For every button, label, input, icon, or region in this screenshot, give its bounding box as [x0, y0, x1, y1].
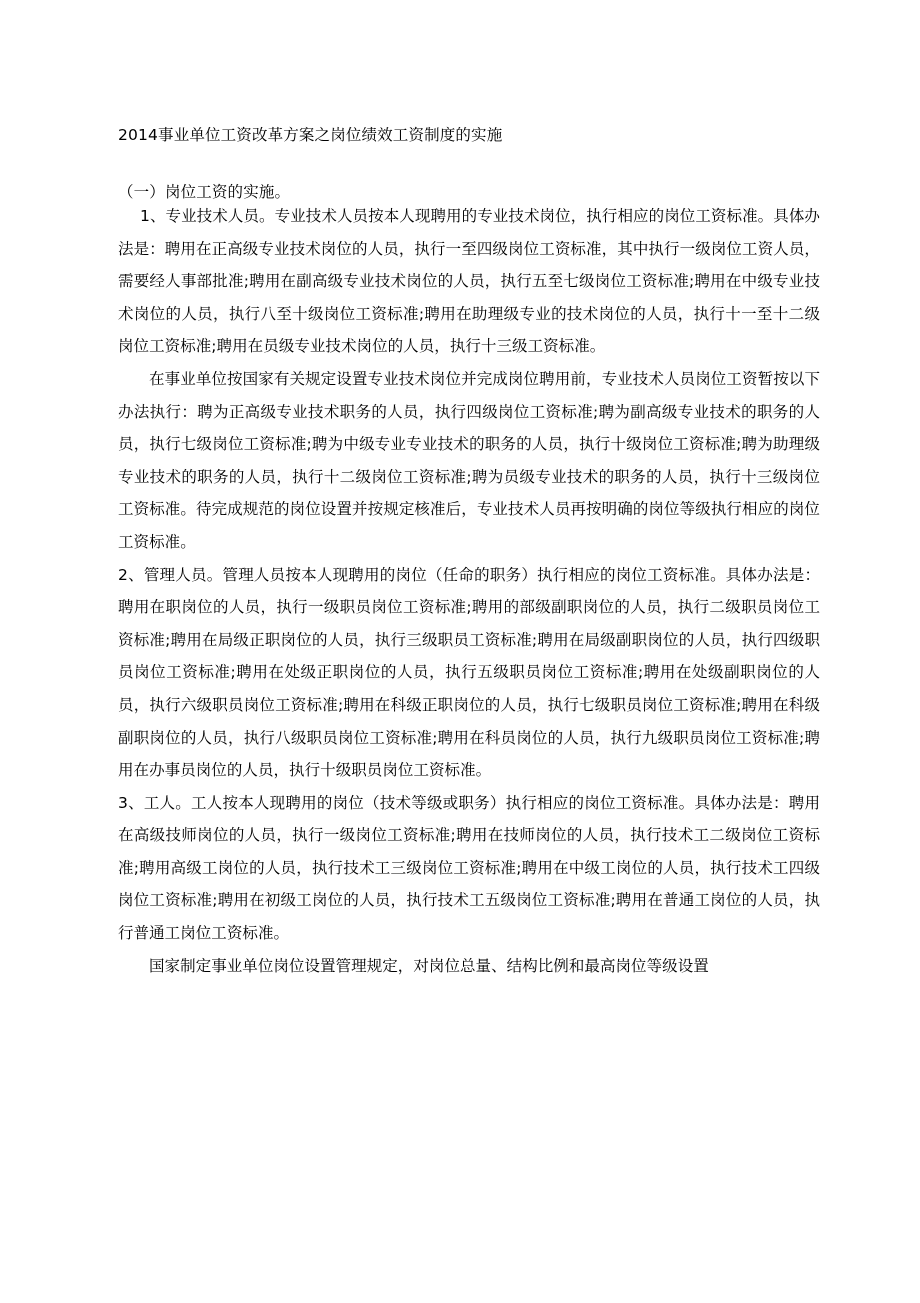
paragraph-workers: 3、工人。工人按本人现聘用的岗位（技术等级或职务）执行相应的岗位工资标准。具体办法是：聘用在高级技师岗位的人员，执行一级岗位工资标准;聘用在技师岗位的人员，执行技术工二级岗位工资标准;聘用高级工岗位的人员，执行技术工三级岗位工资标准;聘用在中级工岗位的人员，执行技术工四级岗位工资标准;聘用在初级工岗位的人员，执行技术工五级岗位工资标准;聘用在普通工岗位的人员，执行普通工岗位工资标准。 — [118, 793, 820, 943]
paragraph-national-regulations: 国家制定事业单位岗位设置管理规定，对岗位总量、结构比例和最高岗位等级设置 — [149, 956, 709, 975]
page-title: 2014事业单位工资改革方案之岗位绩效工资制度的实施 — [118, 126, 503, 144]
paragraph-professional-technical: 1、专业技术人员。专业技术人员按本人现聘用的专业技术岗位，执行相应的岗位工资标准。具体办法是：聘用在正高级专业技术岗位的人员，执行一至四级岗位工资标准，其中执行一级岗位工资人员，需要经人事部批准;聘用在副高级专业技术岗位的人员，执行五至七级岗位工资标准;聘用在中级专业技术岗位的人员，执行八至十级岗位工资标准;聘用在助理级专业的技术岗位的人员，执行十一至十二级岗位工资标准;聘用在员级专业技术岗位的人员，执行十三级工资标准。 — [118, 207, 820, 356]
paragraph-management-staff: 2、管理人员。管理人员按本人现聘用的岗位（任命的职务）执行相应的岗位工资标准。具体办法是：聘用在职岗位的人员，执行一级职员岗位工资标准;聘用的部级副职岗位的人员，执行二级职员岗位工资标准;聘用在局级正职岗位的人员，执行三级职员工资标准;聘用在局级副职岗位的人员，执行四级职员岗位工资标准;聘用在处级正职岗位的人员，执行五级职员岗位工资标准;聘用在处级副职岗位的人员，执行六级职员岗位工资标准;聘用在科级正职岗位的人员，执行七级职员岗位工资标准;聘用在科级副职岗位的人员，执行八级职员岗位工资标准;聘用在科员岗位的人员，执行九级职员岗位工资标准;聘用在办事员岗位的人员，执行十级职员岗位工资标准。 — [118, 565, 820, 780]
paragraph-before-post-setup: 在事业单位按国家有关规定设置专业技术岗位并完成岗位聘用前，专业技术人员岗位工资暂按以下办法执行：聘为正高级专业技术职务的人员，执行四级岗位工资标准;聘为副高级专业技术的职务的人员，执行七级岗位工资标准;聘为中级专业专业技术的职务的人员，执行十级岗位工资标准;聘为助理级专业技术的职务的人员，执行十二级岗位工资标准;聘为员级专业技术的职务的人员，执行十三级岗位工资标准。待完成规范的岗位设置并按规定核准后，专业技术人员再按明确的岗位等级执行相应的岗位工资标准。 — [118, 369, 820, 551]
section-heading: （一）岗位工资的实施。 — [118, 182, 291, 201]
document-content — [118, 128, 820, 982]
